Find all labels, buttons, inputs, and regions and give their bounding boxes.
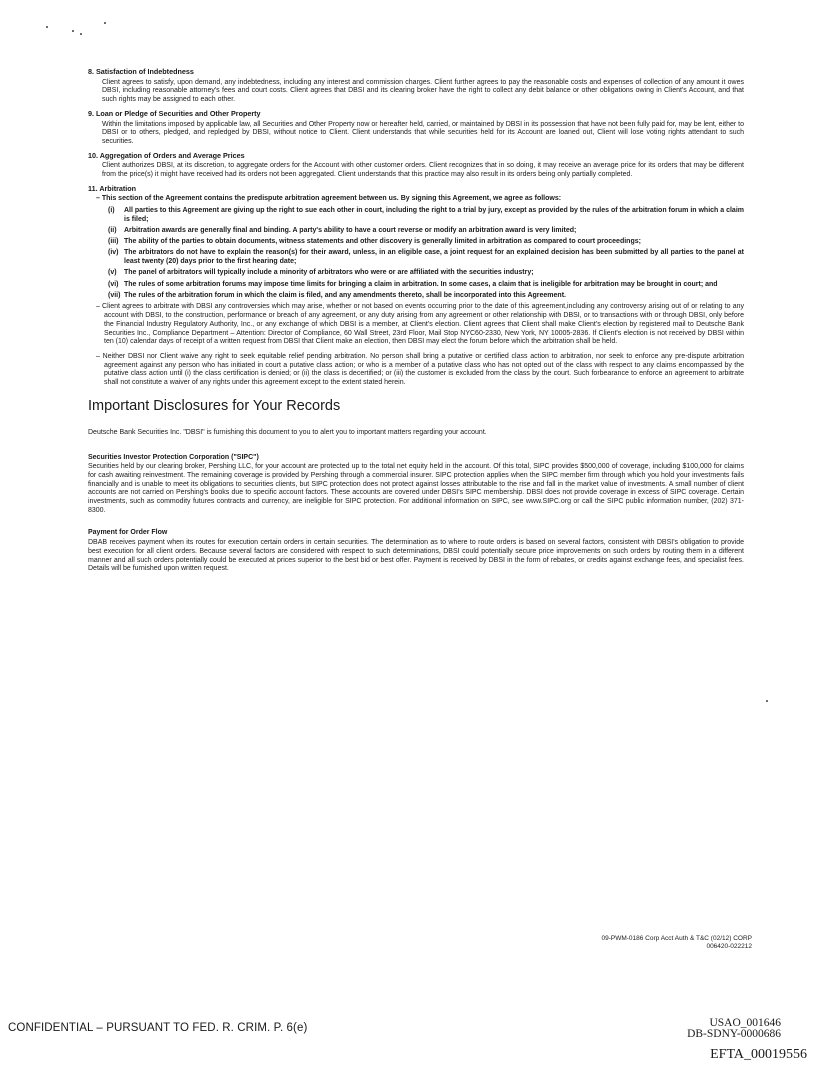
scan-speck — [80, 33, 82, 35]
section-satisfaction-of-indebtedness — [88, 68, 744, 105]
term-number: (v) — [108, 269, 117, 277]
disclosures-title: Important Disclosures for Your Records — [88, 397, 341, 414]
arbitration-class-action-paragraph: – Neither DBSI nor Client waive any right to seek equitable relief pending arbitration. No person shall bring a putative or certified class action to arbitration, nor seek to enforce any pre-dispute arbitration agreement against any person who has initiated in court a putative class action; or who is a member of a putative class who has not opted out of the class with respect to any claims encompassed by the putative class action until (i) the class certification is denied; or (ii) the class is decertified; or (iii) the customer is excluded from the class by the court. Such forbearance to enforce an agreement to arbitrate shall not constitute a waiver of any rights under this agreement except to the extent stated herein. — [96, 352, 744, 387]
disclosure-body: Securities held by our clearing broker, Pershing LLC, for your account are protected up to the total net equity held in the account. Of this total, SIPC provides $500,000 of coverage, including $100,000 for claims for cash awaiting reinvestment. The remaining coverage is provided by Pershing through a commercial insurer. SIPC protection applies when the SIPC member firm through which you hold your investments fails financially and is unable to meet its obligations to securities clients, but SIPC protection does not protect against losses attributable to the rise and fall in the market value of investments. A small number of client accounts are not carried on Pershing's books due to specific account factors. These accounts are covered under DBSI's SIPC membership. DBSI does not provide coverage in excess of SIPC coverage. Certain investments, such as commodity futures contracts and currency, are ineligible for SIPC protection. For additional information on SIPC, see www.SIPC.org or call the SIPC public information number, (202) 371-8300. — [88, 463, 744, 514]
term-number: (vi) — [108, 280, 119, 288]
term-text: The rules of the arbitration forum in which the claim is filed, and any amendments thereto, shall be incorporated into this Agreement. — [124, 291, 566, 299]
arbitration-term — [108, 227, 744, 236]
bates-db: DB-SDNY-0000686 — [687, 1028, 781, 1040]
section-body: Client authorizes DBSI, at its discretion, to aggregate orders for the Account with other customer orders. Client recognizes that in so doing, it may receive an average price for its orders that may be different from the price(s) it might have received had its orders not been aggregated. Client understands that this practice may also result in its orders being only partially completed. — [102, 162, 744, 179]
term-text: The rules of some arbitration forums may impose time limits for bringing a claim in arbitration. In some cases, a claim that is ineligible for arbitration may be brought in court; and — [124, 280, 718, 288]
term-number: (i) — [108, 207, 115, 215]
arbitration-intro: – This section of the Agreement contains the predispute arbitration agreement between us. By signing this Agreement, we agree as follows: — [96, 195, 562, 203]
section-heading: 8. Satisfaction of Indebtedness — [88, 67, 194, 76]
section-heading: 10. Aggregation of Orders and Average Prices — [88, 150, 245, 160]
form-code: 006420-022212 — [706, 943, 752, 950]
term-number: (iv) — [108, 249, 119, 257]
disclosure-sipc — [88, 454, 744, 516]
section-heading: 9. Loan or Pledge of Securities and Other Property — [88, 108, 261, 118]
scan-speck — [766, 700, 768, 702]
disclosure-heading: Payment for Order Flow — [88, 529, 168, 537]
arbitration-term — [108, 249, 744, 266]
term-text: Arbitration awards are generally final and binding. A party's ability to have a court reverse or modify an arbitration award is very limited; — [124, 227, 577, 235]
arbitration-term — [108, 292, 744, 301]
form-id: 09-PWM-0186 Corp Acct Auth & T&C (02/12) CORP — [601, 935, 752, 942]
term-text: All parties to this Agreement are giving up the right to sue each other in court, including the right to a trial by jury, except as provided by the rules of the arbitration forum in which a claim is filed; — [124, 207, 744, 223]
section-loan-or-pledge — [88, 110, 744, 147]
scan-speck — [46, 26, 48, 28]
section-arbitration — [88, 185, 744, 388]
bates-stamp — [687, 1018, 781, 1040]
disclosure-body: DBAB receives payment when its routes for execution certain orders in certain securities. The determination as to where to route orders is based on several factors, consistent with DBSI's obligation to provide best execution for all client orders. Because several factors are considered with respect to such determinations, DBSI could potentially secure price improvements on such orders by routing them in a different manner and all such orders potentially could be executed at prices superior to the best bid or best offer. Payment is received by DBSI in the form of rebates, or credits against exchange fees, and specialist fees. Details will be furnished upon written request. — [88, 539, 744, 573]
confidential-notice: CONFIDENTIAL – PURSUANT TO FED. R. CRIM. P. 6(e) — [8, 1022, 308, 1034]
arbitration-term — [108, 281, 744, 290]
bates-usao: USAO_001646 — [709, 1017, 781, 1029]
arbitration-term — [108, 238, 744, 247]
scan-speck — [104, 22, 106, 24]
section-body: Within the limitations imposed by applicable law, all Securities and Other Property now or hereafter held, carried, or maintained by DBSI in its possession that have not been fully paid for, may be lent, either to DBSI or to others, pledged, and repledged by DBSI, without notice to Client. Client understands that while securities held for its Account are loaned out, Client will lose voting rights attendant to such securities. — [102, 120, 744, 145]
term-number: (iii) — [108, 238, 119, 246]
disclosure-heading: Securities Investor Protection Corporation ("SIPC") — [88, 453, 259, 461]
arbitration-terms-list — [108, 207, 744, 300]
term-text: The panel of arbitrators will typically include a minority of arbitrators who were or are affiliated with the securities industry; — [124, 269, 534, 277]
section-heading: 11. Arbitration — [88, 183, 137, 193]
scan-speck — [72, 30, 74, 32]
document-body — [88, 68, 744, 588]
disclosure-payment-for-order-flow — [88, 529, 744, 574]
term-number: (vii) — [108, 291, 121, 299]
term-text: The ability of the parties to obtain documents, witness statements and other discovery is generally limited in arbitration as compared to court proceedings; — [124, 238, 641, 246]
section-aggregation-of-orders — [88, 152, 744, 180]
arbitration-term — [108, 207, 744, 224]
term-text: The arbitrators do not have to explain the reason(s) for their award, unless, in an eligible case, a joint request for an explained decision has been submitted by all parties to the panel at least twenty (20) days prior to the first hearing date; — [124, 249, 744, 266]
arbitration-term — [108, 269, 744, 278]
arbitration-election-paragraph: – Client agrees to arbitrate with DBSI any controversies which may arise, whether or not based on events occurring prior to the date of this agreement,including any controversy arising out of or relating to any account with DBSI, to the construction, performance or breach of any agreement, or any duty arising from any agreement or other relationship with DBSI, or to transactions with or through DBSI, only before the Financial Industry Regulatory Authority, Inc., or any exchange of which DBSI is a member, at Client's election. Client agrees that Client shall make Client's election by registered mail to Deutsche Bank Securities Inc., Compliance Department – Attention: Director of Compliance, 60 Wall Street, 23rd Floor, Mail Stop NYC60-2330, New York, NY 10005-2836. If Client's election is not received by DBSI within ten (10) calendar days of receipt of a written request from DBSI that Client make an election, then DBSI may elect the forum before which the arbitration shall be held. — [96, 303, 744, 346]
form-identifier — [460, 935, 752, 951]
section-body: Client agrees to satisfy, upon demand, any indebtedness, including any interest and commission charges. Client further agrees to pay the reasonable costs and expenses of collection of any amount it owes DBSI, including reasonable attorney's fees and court costs. Client agrees that DBSI and its clearing broker have the right to collect any debit balance or other obligations owing in Client's Account, and that such rights may be assigned to each other. — [102, 78, 744, 104]
term-number: (ii) — [108, 227, 117, 235]
efta-number: EFTA_00019556 — [710, 1047, 807, 1062]
disclosures-intro: Deutsche Bank Securities Inc. "DBSI" is furnishing this document to you to alert you to important matters regarding your account. — [88, 428, 487, 436]
